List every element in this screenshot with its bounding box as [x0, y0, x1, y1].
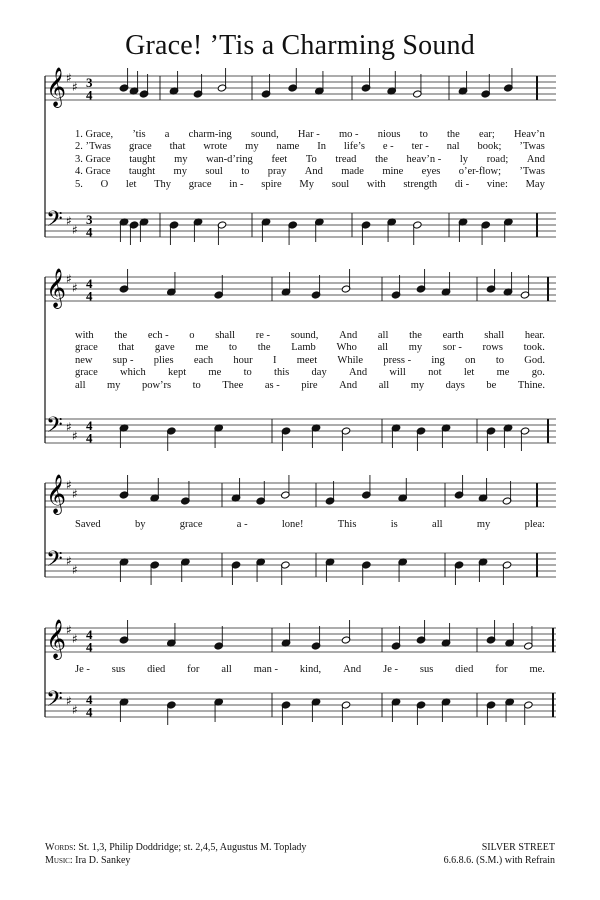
lyric-syllable: wan-d’ring [206, 153, 253, 165]
credits-block [45, 841, 306, 867]
lyric-syllable: for [495, 664, 508, 675]
lyric-syllable: taught [128, 166, 156, 178]
lyric-syllable: days [445, 379, 465, 391]
lyric-syllable: not [428, 367, 442, 379]
lyric-syllable: tread [335, 153, 357, 165]
verse-line-2 [75, 141, 545, 153]
lyric-syllable: me [208, 367, 222, 379]
sharp-icon: ♯ [72, 632, 78, 646]
lyric-syllable: hear. [524, 330, 545, 341]
clef-icon: 𝄞 [46, 268, 67, 308]
lyric-syllable: rows [482, 342, 503, 354]
lyric-syllable: nious [377, 129, 401, 140]
sharp-icon: ♯ [66, 478, 72, 492]
sharp-icon: ♯ [72, 429, 78, 443]
meter: 6.6.8.6. (S.M.) with Refrain [443, 855, 555, 866]
lyric-syllable: a [164, 129, 170, 140]
lyric-syllable: as - [264, 379, 280, 391]
verses-system-2 [75, 330, 545, 392]
lyric-syllable: the [409, 330, 422, 341]
tune-info [444, 841, 555, 867]
music-credit [45, 854, 306, 867]
lyric-syllable: took. [523, 342, 545, 354]
lyric-syllable: Lamb [291, 342, 316, 354]
refrain-line-1 [75, 519, 545, 531]
lyric-syllable: grace [179, 519, 203, 530]
tune-name: SILVER STREET [481, 842, 555, 853]
sharp-icon: ♯ [66, 623, 72, 637]
clef-icon: 𝄢 [46, 547, 63, 577]
lyric-syllable: to [495, 354, 504, 366]
verse-line-1 [75, 330, 545, 342]
words-label: Words: [45, 842, 76, 853]
lyric-syllable: And [304, 166, 323, 178]
lyric-syllable: my [174, 153, 188, 165]
sharp-icon: ♯ [72, 223, 78, 237]
lyric-syllable: plies [153, 354, 174, 366]
lyric-syllable: 1. Grace, [75, 129, 114, 140]
lyric-syllable: eyes [421, 166, 441, 178]
lyric-syllable: Heav’n [513, 129, 545, 140]
lyric-syllable: pow’rs [141, 379, 172, 391]
lyric-syllable: soul [205, 166, 223, 178]
verses-system-1 [75, 129, 545, 191]
sharp-icon: ♯ [66, 214, 72, 228]
lyric-syllable: each [193, 354, 214, 366]
lyric-syllable: ter - [411, 141, 429, 153]
sharp-icon: ♯ [66, 420, 72, 434]
sharp-icon: ♯ [72, 563, 78, 577]
lyric-syllable: this [274, 367, 290, 379]
lyric-syllable: mo - [338, 129, 359, 140]
lyric-syllable: sus [419, 664, 434, 675]
refrain-system-3 [75, 519, 545, 531]
lyric-syllable: And [343, 664, 362, 675]
lyric-syllable: a - [236, 519, 248, 530]
lyric-syllable: pray [267, 166, 287, 178]
lyric-syllable: sup - [112, 354, 134, 366]
verse-line-5 [75, 380, 545, 392]
verse-line-5 [75, 179, 545, 191]
music-label: Music: [45, 855, 73, 866]
lyric-syllable: mine [382, 166, 404, 178]
lyric-syllable: let [463, 367, 475, 379]
refrain-line-1 [75, 664, 545, 676]
lyric-syllable: I [272, 354, 277, 366]
lyric-syllable: taught [129, 153, 156, 165]
lyric-syllable: the [375, 153, 388, 165]
clef-icon: 𝄢 [46, 413, 63, 443]
clef-icon: 𝄞 [46, 474, 67, 514]
time-signature: 4 [86, 276, 93, 291]
lyric-syllable: Har - [297, 129, 320, 140]
lyric-syllable: new [75, 354, 93, 366]
lyric-syllable: the [257, 342, 271, 354]
lyric-syllable: my [173, 166, 187, 178]
sharp-icon: ♯ [72, 703, 78, 717]
lyric-syllable: be [486, 379, 497, 391]
lyric-syllable: And [339, 379, 358, 391]
lyric-syllable: go. [531, 367, 545, 379]
lyric-syllable: o’er-flow; [458, 166, 502, 178]
lyric-syllable: man - [253, 664, 278, 675]
lyric-syllable: to [228, 342, 238, 354]
lyric-syllable: made [341, 166, 364, 178]
lyric-syllable: 5. [75, 178, 83, 190]
lyric-syllable: Thine. [517, 379, 545, 391]
lyric-syllable: road; [486, 153, 509, 165]
lyric-syllable: to [419, 129, 428, 140]
lyric-syllable: all [377, 342, 389, 354]
words-credit [45, 841, 306, 854]
lyric-syllable: In [317, 141, 326, 153]
verse-line-3 [75, 355, 545, 367]
lyric-syllable: And [526, 153, 545, 165]
lyric-syllable: that [118, 342, 135, 354]
lyric-syllable: feet [271, 153, 288, 165]
lyric-syllable: grace [75, 342, 98, 354]
lyric-syllable: shall [215, 330, 236, 341]
words-author: St. 1,3, Philip Doddridge; st. 2,4,5, Augustus M. Toplady [78, 842, 307, 853]
lyric-syllable: wrote [203, 141, 228, 153]
lyric-syllable: kind, [299, 664, 322, 675]
verse-line-3 [75, 154, 545, 166]
lyric-syllable: meet [296, 354, 318, 366]
verse-line-1 [75, 129, 545, 141]
lyric-syllable: is [390, 519, 398, 530]
sharp-icon: ♯ [66, 694, 72, 708]
refrain-system-4 [75, 664, 545, 676]
clef-icon: 𝄞 [46, 67, 67, 107]
lyric-syllable: ing [431, 354, 445, 366]
lyric-syllable: ly [459, 153, 469, 165]
lyric-syllable: grace [188, 178, 212, 190]
lyric-syllable: O [100, 178, 109, 190]
lyric-syllable: soul [331, 178, 350, 190]
sharp-icon: ♯ [72, 80, 78, 94]
lyric-syllable: heav’n - [406, 153, 442, 165]
lyric-syllable: 4. Grace [75, 166, 111, 178]
lyric-syllable: on [465, 354, 476, 366]
lyric-syllable: my [107, 379, 121, 391]
sharp-icon: ♯ [66, 71, 72, 85]
lyric-syllable: to [243, 367, 252, 379]
lyric-syllable: strength [403, 178, 438, 190]
music-composer: Ira D. Sankey [75, 855, 131, 866]
lyric-syllable: my [476, 519, 491, 530]
time-signature: 4 [86, 430, 93, 446]
lyric-syllable: pire [301, 379, 318, 391]
lyric-syllable: died [147, 664, 166, 675]
lyric-syllable: that [169, 141, 186, 153]
lyric-syllable: which [120, 367, 146, 379]
lyric-syllable: sound, [290, 330, 319, 341]
verse-line-4 [75, 367, 545, 379]
lyric-syllable: gave [154, 342, 175, 354]
lyric-syllable: all [432, 519, 443, 530]
time-signature: 3 [86, 212, 93, 227]
lyric-syllable: While [337, 354, 364, 366]
lyric-syllable: the [114, 330, 128, 341]
lyric-syllable: God. [524, 354, 545, 366]
lyric-syllable: ech - [147, 330, 169, 341]
lyric-syllable: all [377, 330, 389, 341]
lyric-syllable: all [75, 379, 86, 391]
lyric-syllable: for [187, 664, 200, 675]
lyric-syllable: My [299, 178, 314, 190]
lyric-syllable: to [241, 166, 250, 178]
lyric-syllable: sound, [251, 129, 279, 140]
lyric-syllable: charm-ing [188, 129, 232, 140]
lyric-syllable: day [311, 367, 327, 379]
lyric-syllable: the [447, 129, 460, 140]
lyric-syllable: sor - [442, 342, 462, 354]
lyric-syllable: life’s [343, 141, 365, 153]
time-signature: 3 [86, 75, 93, 90]
lyric-syllable: book; [477, 141, 502, 153]
sharp-icon: ♯ [66, 272, 72, 286]
lyric-syllable: me. [529, 664, 545, 675]
lyric-syllable: will [389, 367, 406, 379]
lyric-syllable: my [408, 342, 423, 354]
sharp-icon: ♯ [72, 487, 78, 501]
lyric-syllable: all [378, 379, 390, 391]
lyric-syllable: by [134, 519, 146, 530]
lyric-syllable: 2. ’Twas [75, 141, 112, 153]
lyric-syllable: re - [255, 330, 271, 341]
lyric-syllable: my [410, 379, 425, 391]
lyric-syllable: shall [484, 330, 505, 341]
lyric-syllable: Je - [383, 664, 398, 675]
time-signature: 4 [86, 692, 93, 707]
lyric-syllable: Who [336, 342, 357, 354]
clef-icon: 𝄢 [46, 207, 63, 237]
lyric-syllable: let [125, 178, 137, 190]
time-signature: 4 [86, 288, 93, 304]
lyric-syllable: earth [442, 330, 464, 341]
time-signature: 4 [86, 704, 93, 720]
lyric-syllable: to [192, 379, 201, 391]
lyric-syllable: name [276, 141, 300, 153]
lyric-syllable: ’Twas [519, 141, 545, 153]
time-signature: 4 [86, 87, 93, 103]
lyric-syllable: Saved [75, 519, 101, 530]
lyric-syllable: o [189, 330, 195, 341]
lyric-syllable: me [195, 342, 209, 354]
lyric-syllable: ear; [479, 129, 495, 140]
lyric-syllable: with [75, 330, 94, 341]
lyric-syllable: lone! [281, 519, 304, 530]
lyric-syllable: vine: [486, 178, 508, 190]
clef-icon: 𝄢 [46, 687, 63, 717]
lyric-syllable: Thee [222, 379, 244, 391]
lyric-syllable: in - [229, 178, 244, 190]
lyric-syllable: sus [111, 664, 126, 675]
lyric-syllable: May [525, 178, 545, 190]
lyric-syllable: e - [382, 141, 394, 153]
time-signature: 4 [86, 418, 93, 433]
lyric-syllable: ’Twas [519, 166, 545, 178]
lyric-syllable: kept [168, 367, 187, 379]
lyric-syllable: Thy [154, 178, 172, 190]
hymn-title: Grace! ’Tis a Charming Sound [125, 30, 475, 61]
time-signature: 4 [86, 224, 93, 240]
lyric-syllable: grace [75, 367, 98, 379]
time-signature: 4 [86, 627, 93, 642]
sharp-icon: ♯ [72, 281, 78, 295]
lyric-syllable: with [366, 178, 386, 190]
lyric-syllable: died [455, 664, 474, 675]
lyric-syllable: To [305, 153, 317, 165]
lyric-syllable: And [339, 330, 358, 341]
verse-line-2 [75, 342, 545, 354]
lyric-syllable: all [221, 664, 232, 675]
verse-line-4 [75, 166, 545, 178]
clef-icon: 𝄞 [46, 619, 67, 659]
lyric-syllable: hour [233, 354, 253, 366]
lyric-syllable: 3. Grace [75, 153, 111, 165]
lyric-syllable: grace [128, 141, 152, 153]
lyric-syllable: plea: [524, 519, 545, 530]
lyric-syllable: And [349, 367, 368, 379]
lyric-syllable: This [337, 519, 357, 530]
lyric-syllable: ’tis [132, 129, 146, 140]
sharp-icon: ♯ [66, 554, 72, 568]
lyric-syllable: nal [446, 141, 460, 153]
lyric-syllable: me [496, 367, 510, 379]
time-signature: 4 [86, 639, 93, 655]
lyric-syllable: my [245, 141, 259, 153]
lyric-syllable: press - [383, 354, 412, 366]
lyric-syllable: di - [454, 178, 470, 190]
lyric-syllable: Je - [75, 664, 90, 675]
lyric-syllable: spire [261, 178, 282, 190]
